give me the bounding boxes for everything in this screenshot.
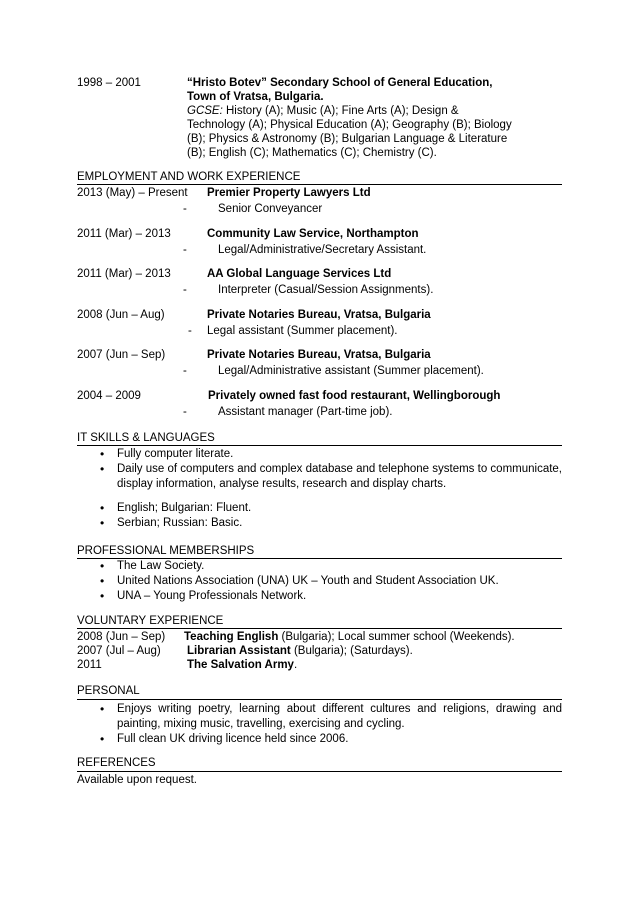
education-date: 1998 – 2001 bbox=[77, 77, 141, 89]
voluntary-title: Librarian Assistant bbox=[187, 645, 291, 657]
job-dash: - bbox=[183, 365, 187, 377]
job-role: Interpreter (Casual/Session Assignments). bbox=[218, 284, 434, 296]
employment-divider bbox=[77, 184, 562, 185]
voluntary-entry bbox=[184, 630, 515, 644]
gcse-line-1 bbox=[187, 104, 459, 118]
job-role: Legal assistant (Summer placement). bbox=[207, 325, 398, 337]
job-date: 2013 (May) – Present bbox=[77, 187, 188, 199]
voluntary-entry bbox=[187, 658, 297, 672]
job-employer: Community Law Service, Northampton bbox=[207, 228, 419, 240]
school-town: Town of Vratsa, Bulgaria. bbox=[187, 91, 324, 103]
job-dash: - bbox=[183, 284, 187, 296]
it-skills-heading: IT SKILLS & LANGUAGES bbox=[77, 432, 215, 444]
list-item: • The Law Society. bbox=[98, 559, 562, 574]
voluntary-date: 2011 bbox=[77, 659, 102, 671]
references-heading: REFERENCES bbox=[77, 757, 156, 769]
job-role: Senior Conveyancer bbox=[218, 203, 323, 215]
job-dash: - bbox=[183, 244, 187, 256]
job-role: Legal/Administrative/Secretary Assistant. bbox=[218, 244, 427, 256]
list-item: • Serbian; Russian: Basic. bbox=[98, 516, 562, 531]
voluntary-detail: (Bulgaria); (Saturdays). bbox=[290, 645, 413, 657]
voluntary-divider bbox=[77, 628, 562, 629]
job-employer: Premier Property Lawyers Ltd bbox=[207, 187, 371, 199]
gcse-line-3: (B); Physics & Astronomy (B); Bulgarian Language & Literature bbox=[187, 133, 508, 145]
job-employer: AA Global Language Services Ltd bbox=[207, 268, 392, 280]
personal-divider bbox=[77, 699, 562, 700]
memberships-list bbox=[98, 559, 562, 604]
gcse-line-1-text: History (A); Music (A); Fine Arts (A); Design & bbox=[222, 105, 459, 117]
job-date: 2011 (Mar) – 2013 bbox=[77, 268, 171, 280]
list-item: • Fully computer literate. bbox=[98, 447, 562, 462]
list-item: • Daily use of computers and complex database and telephone systems to communicate, display information, analyse results, research and display charts. bbox=[98, 462, 562, 492]
voluntary-heading: VOLUNTARY EXPERIENCE bbox=[77, 615, 224, 627]
references-text: Available upon request. bbox=[77, 774, 197, 786]
references-divider bbox=[77, 771, 562, 772]
voluntary-date: 2008 (Jun – Sep) bbox=[77, 631, 166, 643]
list-item: • UNA – Young Professionals Network. bbox=[98, 589, 562, 604]
gcse-line-4: (B); English (C); Mathematics (C); Chemistry (C). bbox=[187, 147, 437, 159]
list-item: • Enjoys writing poetry, learning about different cultures and religions, drawing and painting, mixing music, travelling, exercising and cycling. bbox=[98, 702, 562, 732]
job-employer: Private Notaries Bureau, Vratsa, Bulgaria bbox=[207, 309, 431, 321]
voluntary-detail: . bbox=[293, 659, 298, 671]
it-skills-list bbox=[98, 447, 562, 531]
voluntary-detail: (Bulgaria); Local summer school (Weekends). bbox=[278, 631, 515, 643]
school-name: “Hristo Botev” Secondary School of General Education, bbox=[187, 77, 493, 89]
personal-list bbox=[98, 702, 562, 747]
job-role: Legal/Administrative assistant (Summer placement). bbox=[218, 365, 484, 377]
job-date: 2008 (Jun – Aug) bbox=[77, 309, 165, 321]
personal-heading: PERSONAL bbox=[77, 685, 140, 697]
voluntary-title: Teaching English bbox=[184, 631, 279, 643]
job-employer: Privately owned fast food restaurant, Wellingborough bbox=[208, 390, 501, 402]
job-role: Assistant manager (Part-time job). bbox=[218, 406, 393, 418]
job-date: 2011 (Mar) – 2013 bbox=[77, 228, 171, 240]
voluntary-title: The Salvation Army bbox=[187, 659, 294, 671]
job-dash: - bbox=[183, 203, 187, 215]
employment-heading: EMPLOYMENT AND WORK EXPERIENCE bbox=[77, 171, 301, 183]
memberships-heading: PROFESSIONAL MEMBERSHIPS bbox=[77, 545, 255, 557]
gcse-label: GCSE: bbox=[187, 105, 223, 117]
job-dash: - bbox=[188, 325, 192, 337]
it-skills-divider bbox=[77, 445, 562, 446]
gcse-line-2: Technology (A); Physical Education (A); Geography (B); Biology bbox=[187, 119, 512, 131]
job-dash: - bbox=[183, 406, 187, 418]
job-employer: Private Notaries Bureau, Vratsa, Bulgaria bbox=[207, 349, 431, 361]
voluntary-entry bbox=[187, 644, 413, 658]
voluntary-date: 2007 (Jul – Aug) bbox=[77, 645, 161, 657]
job-date: 2004 – 2009 bbox=[77, 390, 141, 402]
job-date: 2007 (Jun – Sep) bbox=[77, 349, 166, 361]
list-item: • English; Bulgarian: Fluent. bbox=[98, 501, 562, 516]
list-item: • United Nations Association (UNA) UK – Youth and Student Association UK. bbox=[98, 574, 562, 589]
list-item: • Full clean UK driving licence held since 2006. bbox=[98, 732, 562, 747]
